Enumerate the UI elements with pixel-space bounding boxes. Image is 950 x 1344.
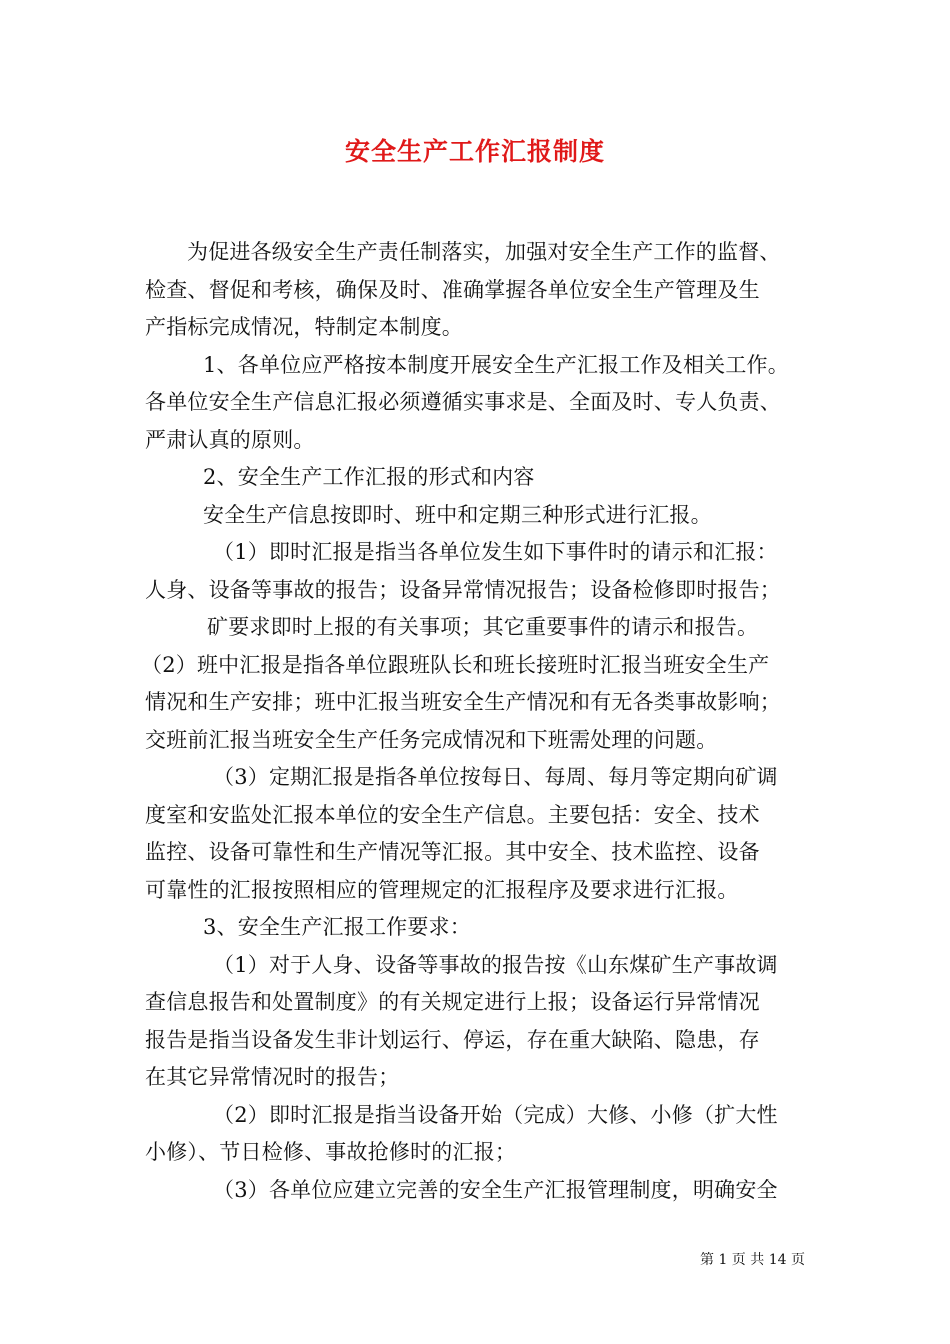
paragraph-line: 检查、督促和考核，确保及时、准确掌握各单位安全生产管理及生 [145,277,760,302]
paragraph-line: 监控、设备可靠性和生产情况等汇报。其中安全、技术监控、设备 [145,840,760,864]
paragraph-line: 安全生产信息按即时、班中和定期三种形式进行汇报。 [203,502,712,527]
paragraph-line: 严肃认真的原则。 [145,427,315,452]
paragraph-line: （1）对于人身、设备等事故的报告按《山东煤矿生产事故调 [213,952,778,977]
paragraph-line: 情况和生产安排；班中汇报当班安全生产情况和有无各类事故影响； [145,690,781,714]
paragraph-line: 小修）、节日检修、事故抢修时的汇报； [145,1140,517,1164]
paragraph-line: 报告是指当设备发生非计划运行、停运，存在重大缺陷、隐患，存 [145,1027,760,1052]
paragraph-line: 2、安全生产工作汇报的形式和内容 [203,465,535,489]
paragraph-line: （2）即时汇报是指当设备开始（完成）大修、小修（扩大性 [213,1102,778,1127]
paragraph-line: 交班前汇报当班安全生产任务完成情况和下班需处理的问题。 [145,727,718,752]
document-title: 安全生产工作汇报制度 [344,137,605,166]
paragraph-line: 可靠性的汇报按照相应的管理规定的汇报程序及要求进行汇报。 [145,877,739,902]
paragraph-line: 在其它异常情况时的报告； [145,1065,400,1089]
paragraph-line: 查信息报告和处置制度》的有关规定进行上报；设备运行异常情况 [145,990,760,1014]
paragraph-line: （1）即时汇报是指当各单位发生如下事件时的请示和汇报： [213,540,778,564]
paragraph-line: （2）班中汇报是指各单位跟班队长和班长接班时汇报当班安全生产 [141,652,770,677]
paragraph-line: 度室和安监处汇报本单位的安全生产信息。主要包括：安全、技术 [145,802,760,827]
paragraph-line: （3）定期汇报是指各单位按每日、每周、每月等定期向矿调 [213,765,778,789]
paragraph-line: （3）各单位应建立完善的安全生产汇报管理制度，明确安全 [213,1177,778,1202]
paragraph-line: 人身、设备等事故的报告；设备异常情况报告；设备检修即时报告； [145,577,781,602]
paragraph-line: 各单位安全生产信息汇报必须遵循实事求是、全面及时、专人负责、 [145,390,781,414]
paragraph-line: 1、各单位应严格按本制度开展安全生产汇报工作及相关工作。 [203,352,789,377]
paragraph-line: 为促进各级安全生产责任制落实，加强对安全生产工作的监督、 [187,240,781,264]
paragraph-line: 产指标完成情况，特制定本制度。 [145,315,463,339]
paragraph-line: 3、安全生产汇报工作要求： [203,915,471,939]
document-body [141,234,817,1209]
page-number: 第 1 页 共 14 页 [700,1252,805,1268]
paragraph-line: 矿要求即时上报的有关事项；其它重要事件的请示和报告。 [207,615,759,639]
